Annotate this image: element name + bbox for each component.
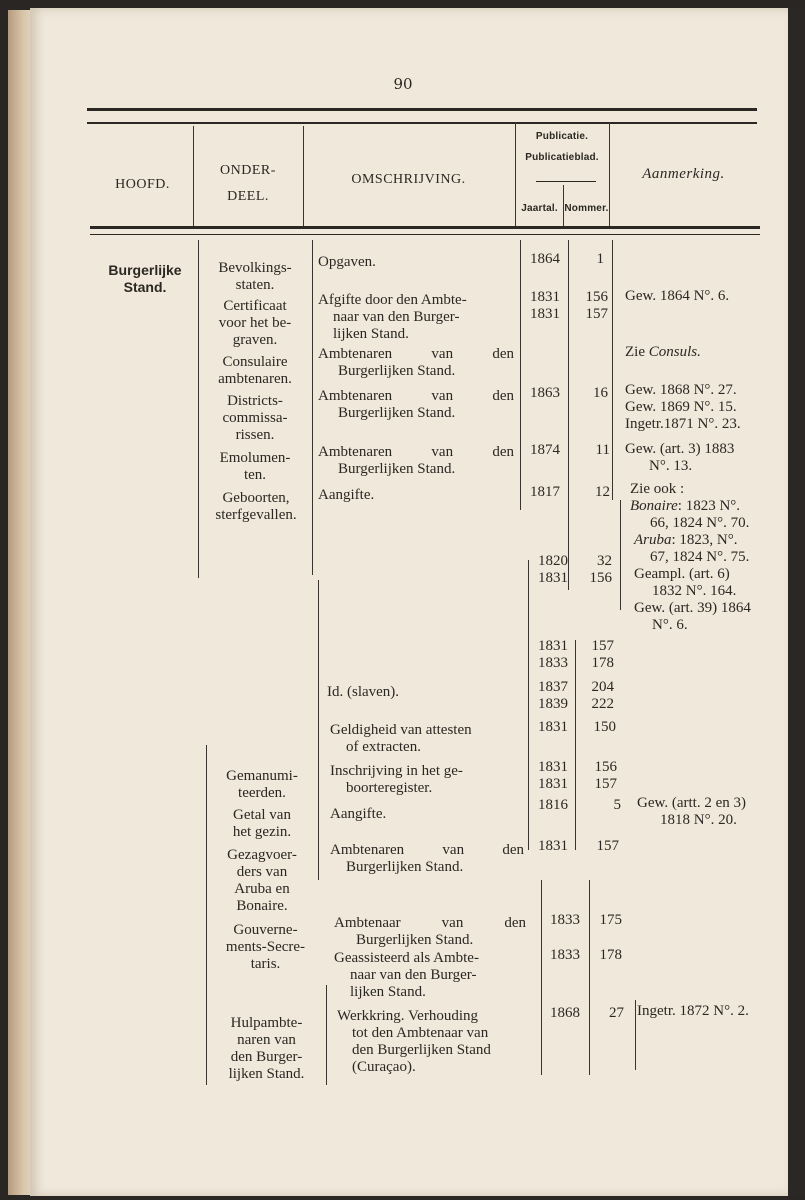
page-edge: [788, 8, 805, 1196]
nommer-value: 222: [591, 696, 614, 712]
jaartal-value: 1831: [538, 719, 568, 735]
publicatie-rule: [536, 181, 596, 182]
omschrijving-line: naar van den Burger-: [333, 309, 460, 325]
column-line: [612, 240, 613, 500]
onderdeel-line: Emolumen-: [219, 450, 291, 466]
jaartal-value: 1864: [530, 251, 560, 267]
jaartal-value: 1837: [538, 679, 568, 695]
aanmerking-line: Aruba: 1823, N°.: [634, 532, 738, 548]
omschrijving-line: lijken Stand.: [350, 984, 426, 1000]
onderdeel-line: Bevolkings-: [218, 260, 292, 276]
onderdeel-line: rissen.: [235, 427, 275, 443]
aanmerking-line: Gew. (art. 3) 1883: [625, 441, 735, 457]
onderdeel-line: Gezagvoer-: [227, 847, 297, 863]
column-line: [635, 1000, 636, 1070]
nommer-value: 12: [595, 484, 610, 500]
aanmerking-line: Gew. (artt. 2 en 3): [637, 795, 746, 811]
header-hoofd: HOOFD.: [115, 177, 170, 192]
onderdeel-line: ments-Secre-: [225, 939, 306, 955]
onderdeel-line: teerden.: [238, 785, 286, 801]
jaartal-value: 1816: [538, 797, 568, 813]
omschrijving-line: Burgerlijken Stand.: [338, 461, 456, 477]
jaartal-value: 1863: [530, 385, 560, 401]
onderdeel-line: lijken Stand.: [228, 1066, 305, 1082]
page-number: 90: [393, 75, 413, 93]
nommer-value: 157: [591, 638, 614, 654]
jaartal-value: 1831: [538, 570, 568, 586]
onderdeel-line: graven.: [232, 332, 278, 348]
nommer-value: 27: [609, 1005, 624, 1021]
omschrijving-line: Geassisteerd als Ambte-: [334, 950, 479, 966]
header-bottom-rule-thin: [90, 234, 760, 235]
column-line: [318, 580, 319, 880]
onderdeel-line: den Burger-: [230, 1049, 303, 1065]
nommer-value: 175: [599, 912, 622, 928]
onderdeel-line: Gemanumi-: [226, 768, 298, 784]
aanmerking-line: Ingetr. 1872 N°. 2.: [637, 1003, 749, 1019]
header-divider: [609, 122, 610, 226]
aanmerking-line: Gew. 1869 N°. 15.: [625, 399, 737, 415]
aanmerking-line: Gew. 1864 N°. 6.: [625, 288, 730, 304]
omschrijving-line: naar van den Burger-: [350, 967, 477, 983]
jaartal-value: 1831: [538, 776, 568, 792]
onderdeel-line: Hulpambte-: [230, 1015, 303, 1031]
onderdeel-line: taris.: [250, 956, 281, 972]
omschrijving-line: (Curaçao).: [352, 1059, 416, 1075]
omschrijving-line: Burgerlijken Stand.: [346, 859, 464, 875]
aanmerking-line: N°. 13.: [649, 458, 693, 474]
onderdeel-line: ambtenaren.: [218, 371, 292, 387]
omschrijving-line: Burgerlijken Stand.: [338, 363, 456, 379]
aanmerking-line: 1818 N°. 20.: [660, 812, 737, 828]
column-line: [326, 985, 327, 1085]
column-line: [528, 560, 529, 850]
aanmerking-line: 1832 N°. 164.: [652, 583, 737, 599]
onderdeel-line: staten.: [235, 277, 275, 293]
omschrijving-line: den Burgerlijken Stand: [352, 1042, 491, 1058]
onderdeel-line: Getal van: [233, 807, 291, 823]
header-publicatie: Publicatie.: [535, 131, 589, 142]
omschrijving-line: Ambtenaren van den: [318, 346, 514, 362]
nommer-value: 156: [589, 570, 612, 586]
hoofd-line: Burgerlijke: [108, 262, 182, 278]
aanmerking-line: 66, 1824 N°. 70.: [650, 515, 750, 531]
onderdeel-line: ders van: [236, 864, 288, 880]
omschrijving-line: Aangifte.: [330, 806, 387, 822]
omschrijving-line: Ambtenaar van den: [334, 915, 526, 931]
omschrijving-line: Afgifte door den Ambte-: [318, 292, 467, 308]
column-line: [541, 880, 542, 1075]
nommer-value: 204: [591, 679, 614, 695]
header-publicatieblad: Publicatieblad.: [525, 152, 599, 163]
onderdeel-line: Bonaire.: [236, 898, 288, 914]
jaartal-value: 1833: [550, 912, 580, 928]
jaartal-value: 1817: [530, 484, 560, 500]
nommer-value: 157: [596, 838, 619, 854]
onderdeel-line: naren van: [237, 1032, 296, 1048]
onderdeel-line: Geboorten,: [222, 490, 290, 506]
jaartal-value: 1831: [530, 289, 560, 305]
omschrijving-line: boorteregister.: [346, 780, 433, 796]
omschrijving-line: Id. (slaven).: [327, 684, 400, 700]
omschrijving-line: Opgaven.: [318, 254, 376, 270]
header-bottom-rule: [90, 226, 760, 229]
jaartal-value: 1831: [538, 838, 568, 854]
omschrijving-line: of extracten.: [346, 739, 421, 755]
jaartal-value: 1831: [530, 306, 560, 322]
onderdeel-line: Aruba en: [234, 881, 290, 897]
aanmerking-line: Zie ook :: [630, 481, 685, 497]
omschrijving-line: Burgerlijken Stand.: [338, 405, 456, 421]
nommer-value: 150: [593, 719, 616, 735]
omschrijving-line: lijken Stand.: [333, 326, 409, 342]
header-onderdeel-2: DEEL.: [227, 189, 269, 204]
nommer-value: 157: [585, 306, 608, 322]
omschrijving-line: Ambtenaren van den: [330, 842, 524, 858]
top-rule-inner: [87, 122, 757, 124]
nommer-value: 156: [585, 289, 608, 305]
header-divider: [303, 126, 304, 226]
nommer-value: 32: [597, 553, 612, 569]
omschrijving-line: Ambtenaren van den: [318, 444, 514, 460]
omschrijving-line: Geldigheid van attesten: [330, 722, 472, 738]
header-jaartal: Jaartal.: [521, 203, 558, 214]
aanmerking-line: Gew. (art. 39) 1864: [634, 600, 751, 616]
onderdeel-line: het gezin.: [232, 824, 292, 840]
omschrijving-line: Inschrijving in het ge-: [330, 763, 463, 779]
nommer-value: 5: [613, 797, 621, 813]
header-onderdeel-1: ONDER-: [220, 163, 276, 178]
omschrijving-line: Burgerlijken Stand.: [356, 932, 474, 948]
column-line: [206, 745, 207, 1085]
column-line: [620, 500, 621, 610]
aanmerking-line: Bonaire: 1823 N°.: [630, 498, 741, 514]
jaartal-value: 1831: [538, 759, 568, 775]
onderdeel-line: Certificaat: [223, 298, 287, 314]
onderdeel-line: commissa-: [222, 410, 288, 426]
onderdeel-line: Districts-: [227, 393, 283, 409]
jaartal-value: 1831: [538, 638, 568, 654]
column-line: [312, 240, 313, 575]
jaartal-value: 1874: [530, 442, 560, 458]
omschrijving-line: Ambtenaren van den: [318, 388, 514, 404]
onderdeel-line: voor het be-: [218, 315, 292, 331]
top-rule: [87, 108, 757, 111]
header-aanmerking: Aanmerking.: [642, 166, 725, 182]
jaartal-value: 1833: [538, 655, 568, 671]
aanmerking-line: Gew. 1868 N°. 27.: [625, 382, 737, 398]
jaartal-value: 1868: [550, 1005, 580, 1021]
aanmerking-line: Ingetr.1871 N°. 23.: [625, 416, 741, 432]
aanmerking-line: Zie Consuls.: [625, 344, 701, 360]
header-divider: [193, 126, 194, 226]
aanmerking-line: N°. 6.: [652, 617, 688, 633]
header-nommer: Nommer.: [564, 203, 609, 214]
jaartal-value: 1839: [538, 696, 568, 712]
jaartal-value: 1820: [538, 553, 568, 569]
nommer-value: 178: [591, 655, 614, 671]
nommer-value: 157: [594, 776, 617, 792]
nommer-value: 11: [595, 442, 610, 458]
omschrijving-line: tot den Ambtenaar van: [352, 1025, 489, 1041]
onderdeel-line: Gouverne-: [233, 922, 298, 938]
onderdeel-line: sterfgevallen.: [215, 507, 297, 523]
jaartal-value: 1833: [550, 947, 580, 963]
onderdeel-line: ten.: [243, 467, 267, 483]
omschrijving-line: Werkkring. Verhouding: [337, 1008, 478, 1024]
aanmerking-line: Geampl. (art. 6): [634, 566, 730, 582]
omschrijving-line: Aangifte.: [318, 487, 375, 503]
nommer-value: 16: [593, 385, 608, 401]
column-line: [520, 240, 521, 510]
nommer-value: 156: [594, 759, 617, 775]
hoofd-line: Stand.: [123, 279, 167, 295]
nommer-value: 1: [596, 251, 604, 267]
onderdeel-line: Consulaire: [222, 354, 288, 370]
aanmerking-line: 67, 1824 N°. 75.: [650, 549, 750, 565]
header-omschrijving: OMSCHRIJVING.: [351, 172, 466, 187]
nommer-value: 178: [599, 947, 622, 963]
column-line: [589, 880, 590, 1075]
